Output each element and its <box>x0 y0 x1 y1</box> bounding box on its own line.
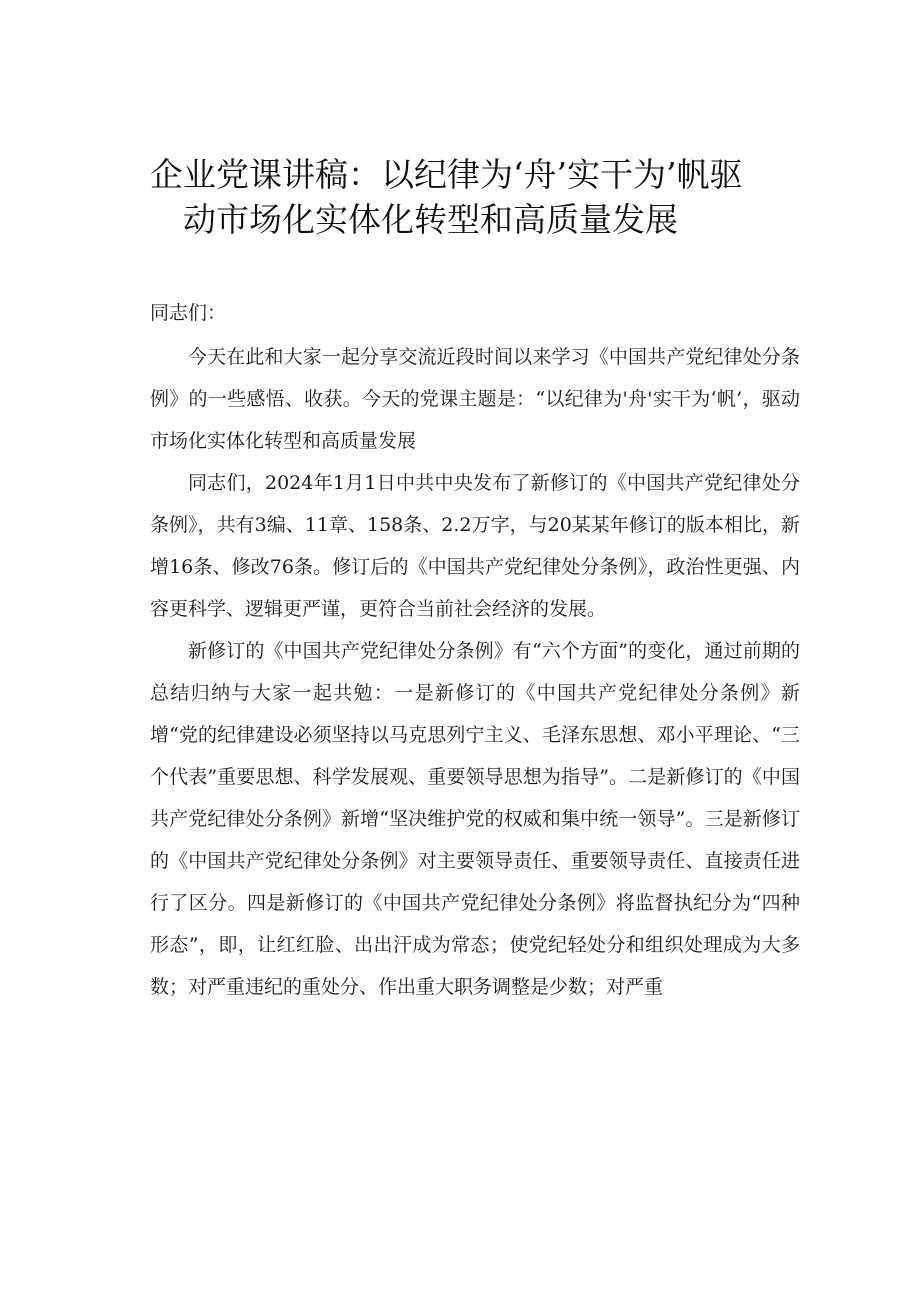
document-title <box>150 152 810 242</box>
document-body <box>150 292 800 1008</box>
paragraph-revision-overview: 同志们，2024年1月1日中共中央发布了新修订的《中国共产党纪律处分条例》，共有3编、11章、158条、2.2万字，与20某某年修订的版本相比，新增16条、修改76条。修订后的《中国共产党纪律处分条例》，政治性更强、内容更科学、逻辑更严谨，更符合当前社会经济的发展。 <box>150 472 800 620</box>
title-line-1: 企业党课讲稿：以纪律为‘舟’实干为’帆驱 <box>150 155 743 194</box>
paragraph-intro: 今天在此和大家一起分享交流近段时间以来学习《中国共产党纪律处分条例》的一些感悟、收获。今天的党课主题是：“以纪律为'舟'实干为‘帆’，驱动市场化实体化转型和高质量发展 <box>150 346 800 452</box>
paragraph-six-changes: 新修订的《中国共产党纪律处分条例》有“六个方面”的变化，通过前期的总结归纳与大家一起共勉：一是新修订的《中国共产党纪律处分条例》新增“党的纪律建设必须坚持以马克思列宁主义、毛泽东思想、邓小平理论、“三个代表”重要思想、科学发展观、重要领导思想为指导”。二是新修订的《中国共产党纪律处分条例》新增“坚决维护党的权威和集中统一领导”。三是新修订的《中国共产党纪律处分条例》对主要领导责任、重要领导责任、直接责任进行了区分。四是新修订的《中国共产党纪律处分条例》将监督执纪分为“四种形态”，即，让红红脸、出出汗成为常态；使党纪轻处分和组织处理成为大多数；对严重违纪的重处分、作出重大职务调整是少数；对严重 <box>150 640 800 998</box>
title-line-2: 动市场化实体化转型和高质量发展 <box>183 200 678 239</box>
greeting: 同志们： <box>150 302 227 324</box>
